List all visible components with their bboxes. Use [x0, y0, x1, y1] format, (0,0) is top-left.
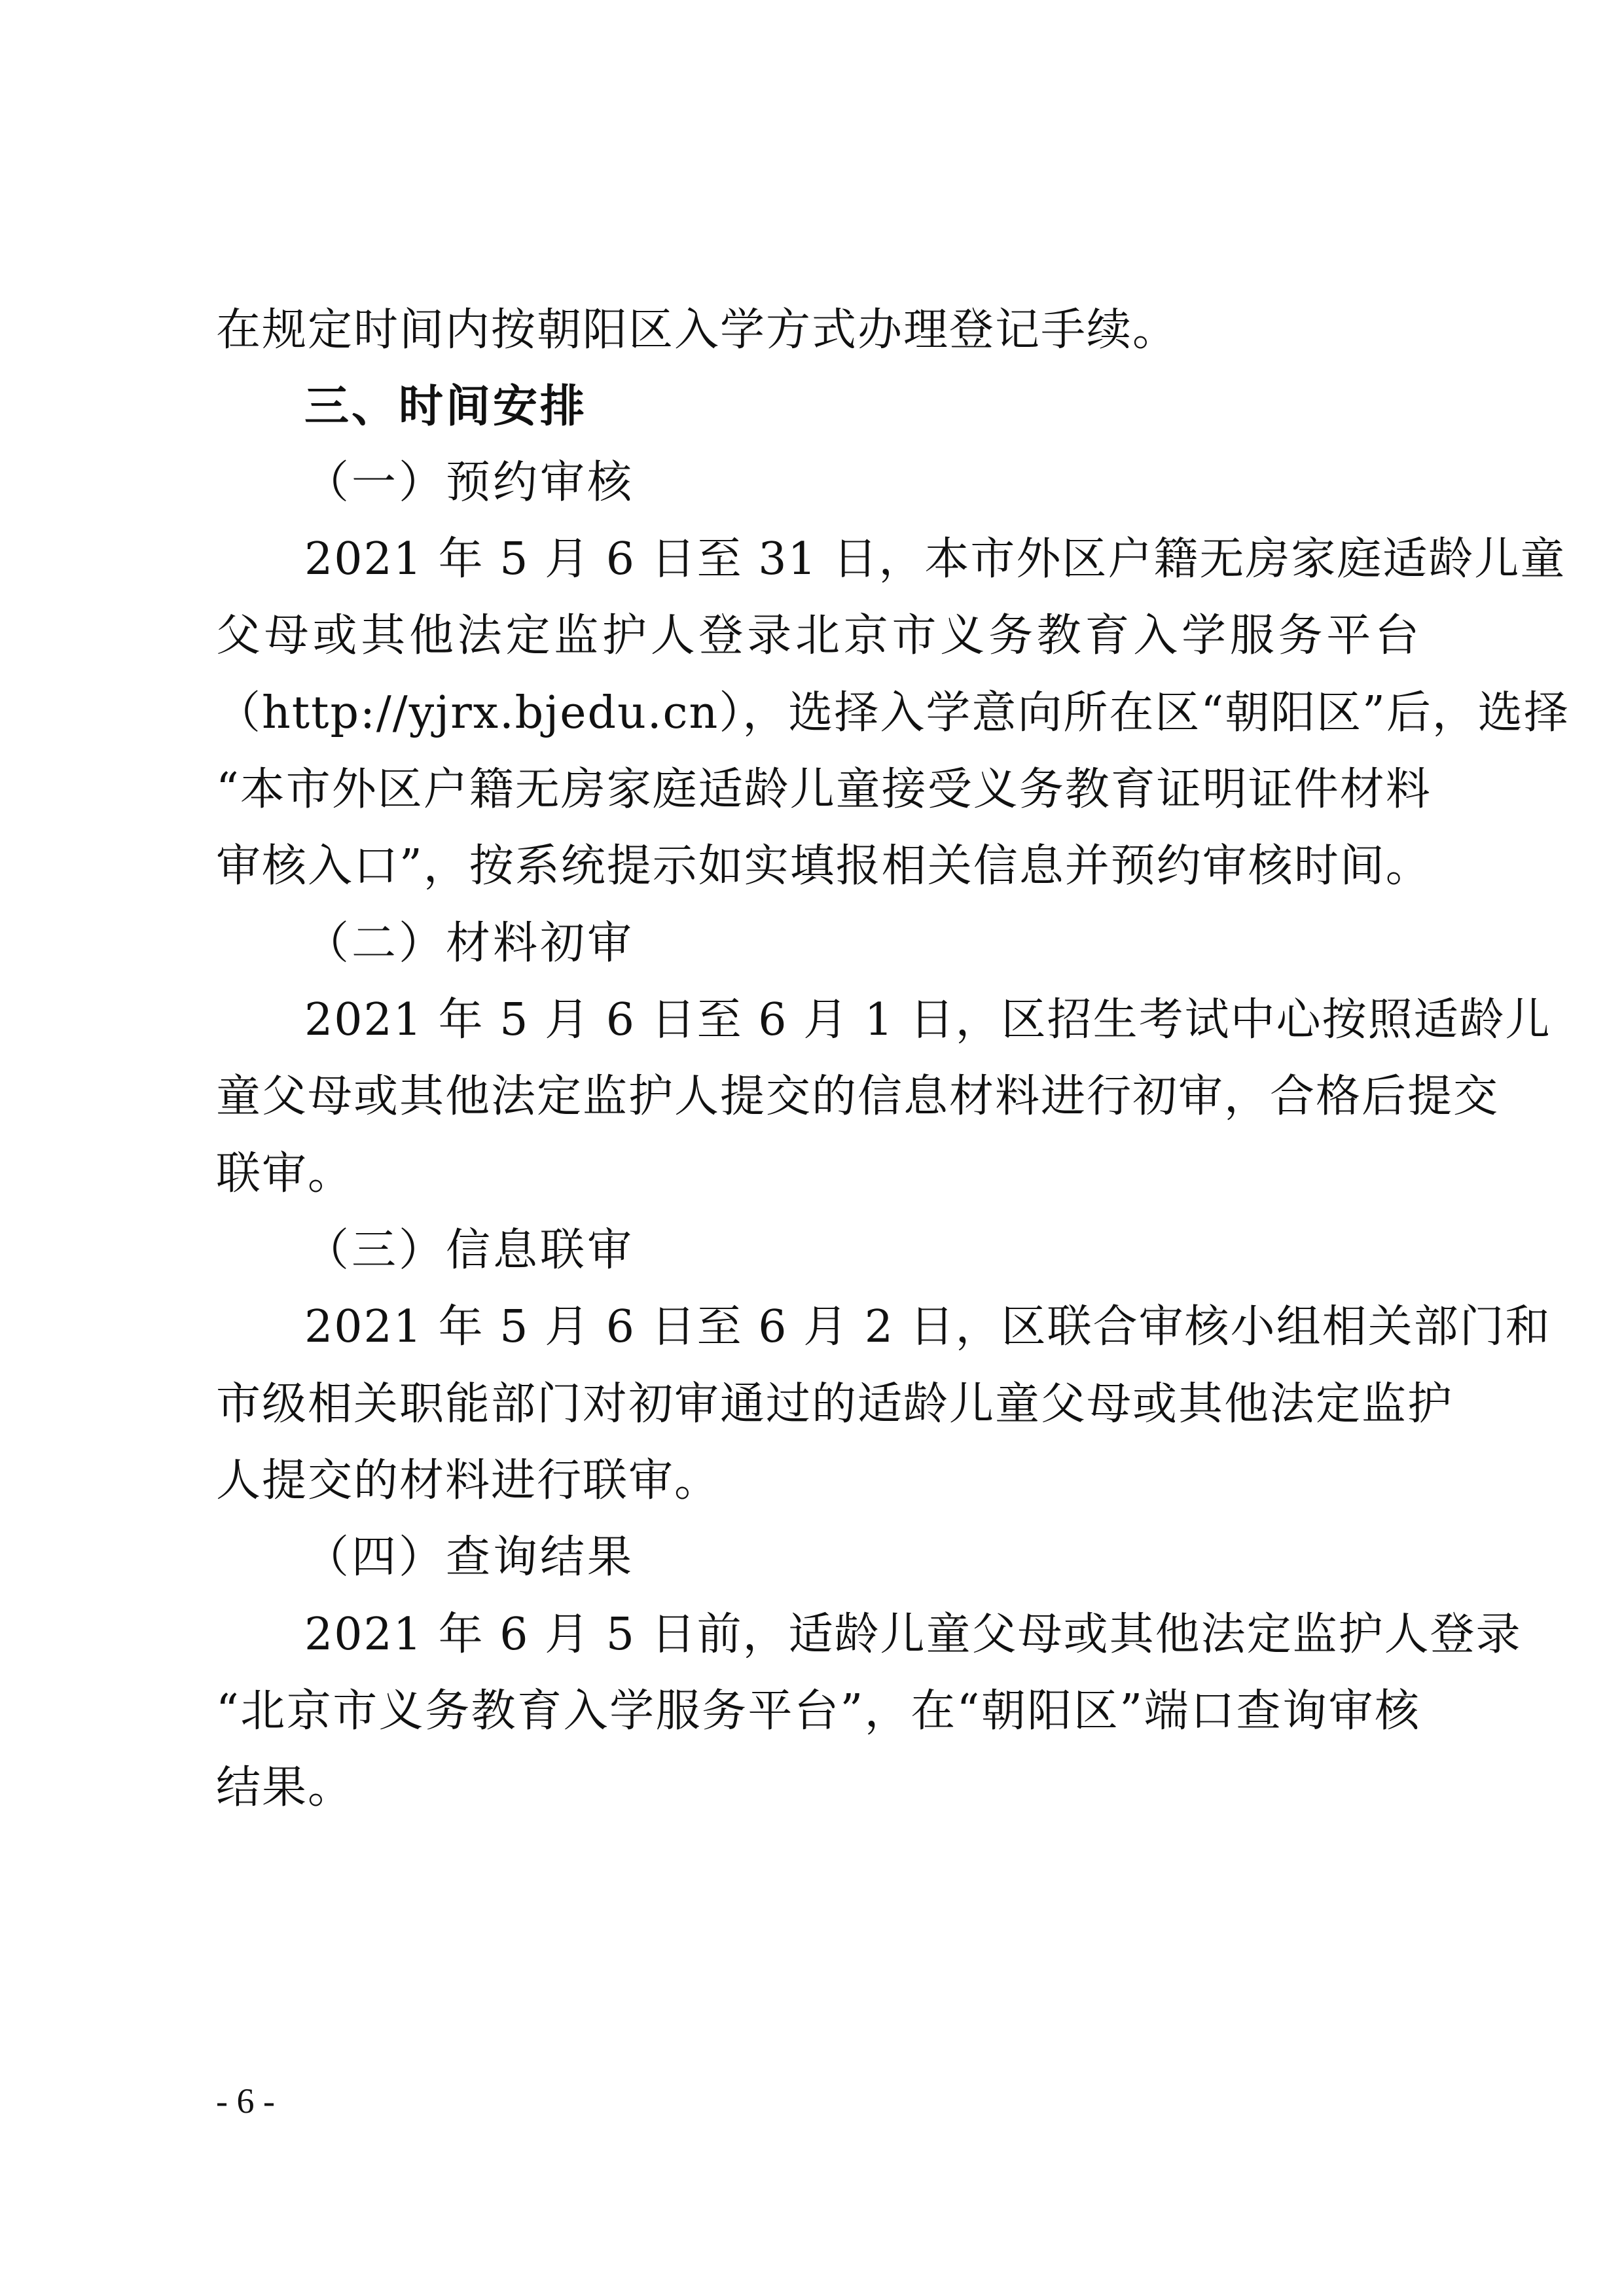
paragraph-line: 审核入口”，按系统提示如实填报相关信息并预约审核时间。: [216, 840, 1432, 892]
paragraph-line: “本市外区户籍无房家庭适龄儿童接受义务教育证明证件材料: [216, 764, 1432, 816]
subsection-heading: （三）信息联审: [304, 1225, 635, 1276]
subsection-heading: （四）查询结果: [304, 1532, 635, 1583]
paragraph-line: （http://yjrx.bjedu.cn），选择入学意向所在区“朝阳区”后，选择: [216, 687, 1570, 739]
paragraph-line: 童父母或其他法定监护人提交的信息材料进行初审，合格后提交: [216, 1071, 1500, 1122]
paragraph-line: “北京市义务教育入学服务平台”，在“朝阳区”端口查询审核: [216, 1685, 1420, 1737]
paragraph-line: 2021 年 5 月 6 日至 31 日，本市外区户籍无房家庭适龄儿童: [304, 533, 1566, 585]
section-heading: 三、时间安排: [304, 381, 588, 433]
paragraph-line: 人提交的材料进行联审。: [216, 1455, 721, 1507]
page-number: - 6 -: [216, 2081, 275, 2121]
paragraph-line: 2021 年 6 月 5 日前，适龄儿童父母或其他法定监护人登录: [304, 1609, 1522, 1660]
paragraph-line: 结果。: [216, 1762, 354, 1814]
paragraph-line: 父母或其他法定监护人登录北京市义务教育入学服务平台: [216, 610, 1420, 662]
paragraph-line: 市级相关职能部门对初审通过的适龄儿童父母或其他法定监护: [216, 1378, 1454, 1430]
paragraph-line: 在规定时间内按朝阳区入学方式办理登记手续。: [216, 304, 1179, 356]
subsection-heading: （一）预约审核: [304, 457, 635, 509]
paragraph-line: 联审。: [216, 1148, 354, 1200]
paragraph-line: 2021 年 5 月 6 日至 6 月 2 日，区联合审核小组相关部门和: [304, 1301, 1551, 1353]
subsection-heading: （二）材料初审: [304, 918, 635, 969]
paragraph-line: 2021 年 5 月 6 日至 6 月 1 日，区招生考试中心按照适龄儿: [304, 994, 1551, 1046]
